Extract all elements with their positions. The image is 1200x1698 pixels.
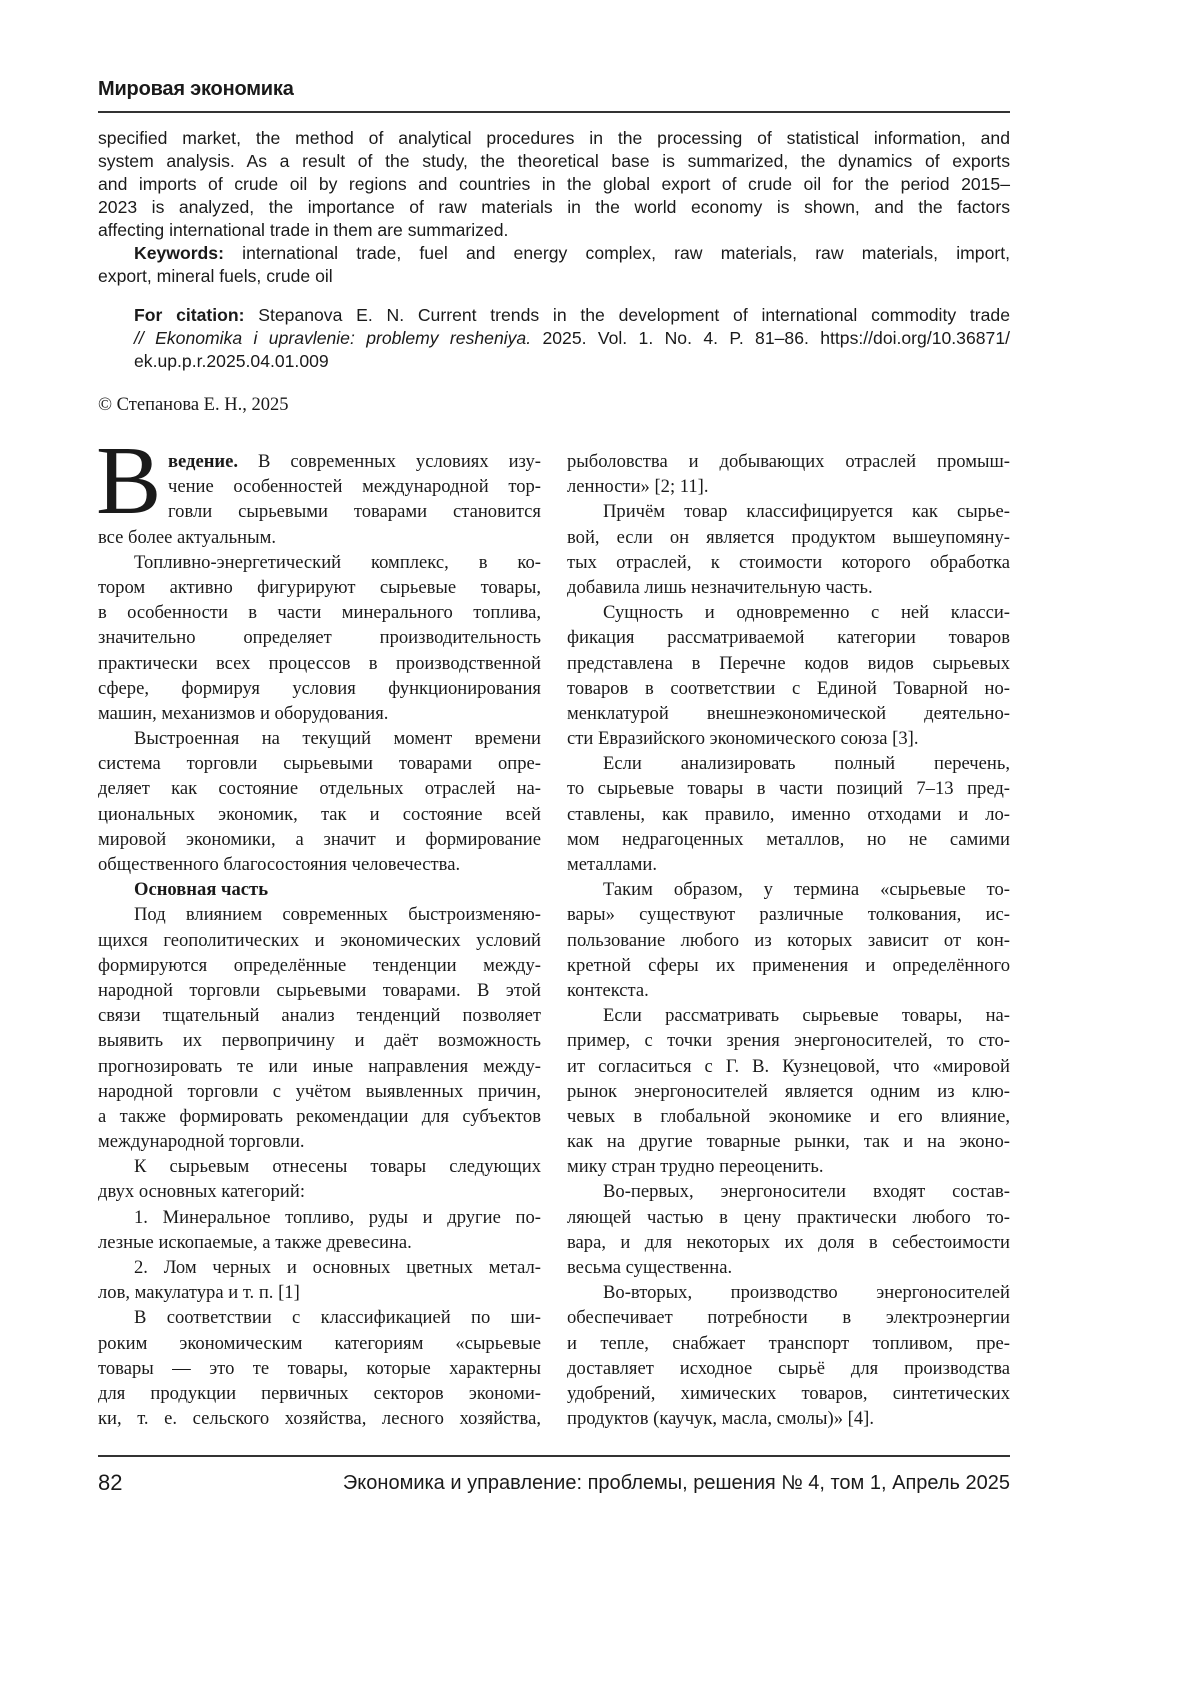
text-line: вары» существуют различные толкования, ис- bbox=[567, 904, 1010, 926]
text-line: весьма существенна. bbox=[567, 1257, 733, 1278]
text-line bbox=[98, 449, 541, 474]
text-line: формируются определённые тенденции между- bbox=[98, 954, 541, 976]
text-line: мировой экономики, а значит и формирование bbox=[98, 828, 541, 850]
text-line: то сырьевые товары в части позиций 7–13 пред- bbox=[567, 778, 1010, 800]
text-line: обеспечивает потребности в электроэнергии bbox=[567, 1307, 1010, 1329]
text-line: говли сырьевыми товарами становится bbox=[168, 501, 541, 523]
text-line: циональных экономик, так и состояние всей bbox=[98, 803, 541, 825]
text-line: добавила лишь незначительную часть. bbox=[567, 576, 873, 598]
doi-link[interactable]: 2025. Vol. 1. No. 4. P. 81–86. https://doi.org/10.36871/ bbox=[531, 328, 1010, 348]
text-line: все более актуальным. bbox=[98, 526, 277, 548]
text-line: значительно определяет производительность bbox=[98, 627, 541, 649]
column-right bbox=[567, 449, 1010, 1431]
text-line: Топливно-энергетический комплекс, в ко- bbox=[134, 551, 541, 573]
text-line: международной торговли. bbox=[98, 1131, 305, 1153]
text-line: народной торговли сырьевыми товарами. В этой bbox=[98, 979, 541, 1001]
text-line: металлами. bbox=[567, 854, 657, 875]
copyright: © Степанова Е. Н., 2025 bbox=[98, 395, 289, 415]
text-line: выявить их первопричину и даёт возможность bbox=[98, 1030, 541, 1052]
journal-footer: Экономика и управление: проблемы, решения № 4, том 1, Апрель 2025 bbox=[342, 1472, 1010, 1494]
abstract-line: and imports of crude oil by regions and countries in the global export of crude oil for the period 2015– bbox=[98, 174, 1010, 194]
text-line: рыболовства и добывающих отраслей промыш- bbox=[567, 451, 1010, 472]
text-line: мику стран трудно переоценить. bbox=[567, 1156, 824, 1178]
abstract-line: specified market, the method of analytical procedures in the processing of statistical information, and bbox=[98, 128, 1010, 148]
text-line: ки, т. е. сельского хозяйства, лесного хозяйства, bbox=[98, 1408, 541, 1430]
text-line: сфере, формируя условия функционирования bbox=[98, 677, 541, 699]
text-line: менклатурой внешнеэкономической деятельно- bbox=[567, 702, 1010, 724]
text-line: пример, с точки зрения энергоносителей, то сто- bbox=[567, 1030, 1010, 1052]
section-title: Мировая экономика bbox=[98, 78, 294, 100]
text-line: товаров в соответствии с Единой Товарной но- bbox=[567, 677, 1010, 699]
text-line: и тепле, снабжает транспорт топливом, пре- bbox=[567, 1332, 1010, 1354]
text-line: К сырьевым отнесены товары следующих bbox=[134, 1156, 541, 1178]
text-line: вой, если он является продуктом вышеупомяну- bbox=[567, 526, 1010, 548]
drop-cap: В bbox=[96, 427, 162, 535]
text-line: Выстроенная на текущий момент времени bbox=[134, 728, 541, 750]
keywords-text: international trade, fuel and energy complex, raw materials, raw materials, import, bbox=[223, 243, 1010, 263]
text-line: лов, макулатура и т. п. [1] bbox=[98, 1282, 300, 1304]
text-line: система торговли сырьевыми товарами опре- bbox=[98, 753, 541, 775]
text-line: 1. Минеральное топливо, руды и другие по- bbox=[134, 1206, 541, 1228]
text-line: пользование любого из которых зависит от кон- bbox=[567, 929, 1010, 951]
text-line: Таким образом, у термина «сырьевые то- bbox=[603, 879, 1010, 901]
text-line: ленности» [2; 11]. bbox=[567, 476, 709, 498]
text-line: 2. Лом черных и основных цветных метал- bbox=[134, 1257, 541, 1278]
text-line: машин, механизмов и оборудования. bbox=[98, 702, 389, 724]
text-line: щихся геополитических и экономических условий bbox=[98, 929, 541, 951]
text-line: чевых в глобальной экономике и его влияние, bbox=[567, 1105, 1010, 1127]
text-line: вара, и для некоторых их доля в себестоимости bbox=[567, 1231, 1010, 1253]
citation-label: For citation: bbox=[134, 305, 245, 325]
text-line: народной торговли с учётом выявленных причин, bbox=[98, 1080, 541, 1102]
intro-bold: ведение. bbox=[168, 451, 239, 472]
footer-rule bbox=[98, 1455, 1010, 1457]
text-line: лезные ископаемые, а также древесина. bbox=[98, 1231, 412, 1253]
column-left bbox=[98, 449, 541, 1431]
text-line: сти Евразийского экономического союза [3]. bbox=[567, 728, 919, 750]
text-line: товары — это те товары, которые характерны bbox=[98, 1357, 541, 1379]
abstract-line: 2023 is analyzed, the importance of raw materials in the world economy is shown, and the factors bbox=[98, 197, 1010, 217]
text-line: ит согласиться с Г. В. Кузнецовой, что «мировой bbox=[567, 1055, 1010, 1077]
text-line: чение особенностей международной тор- bbox=[168, 476, 541, 498]
citation-line bbox=[98, 304, 1010, 327]
text-line: как на другие товарные рынки, так и на эконо- bbox=[567, 1131, 1010, 1153]
text-line: прогнозировать те или иные направления между- bbox=[98, 1055, 541, 1077]
text-line: Если анализировать полный перечень, bbox=[603, 753, 1010, 775]
abstract-line: affecting international trade in them are summarized. bbox=[98, 220, 509, 240]
text-line: Если рассматривать сырьевые товары, на- bbox=[603, 1005, 1010, 1027]
abstract bbox=[98, 127, 1010, 288]
text-line: кретной сферы их применения и определённого bbox=[567, 954, 1010, 976]
text-line: деляет как состояние отдельных отраслей на- bbox=[98, 778, 541, 800]
abstract-line: system analysis. As a result of the study, the theoretical base is summarized, the dynamics of exports bbox=[98, 151, 1010, 171]
keywords-label: Keywords: bbox=[134, 243, 224, 263]
text-line: роким экономическим категориям «сырьевые bbox=[98, 1332, 541, 1354]
text-line: мом недрагоценных металлов, но не самими bbox=[567, 828, 1010, 850]
keywords-line: export, mineral fuels, crude oil bbox=[98, 266, 333, 286]
text-line: практически всех процессов в производственной bbox=[98, 652, 541, 674]
text-line: Сущность и одновременно с ней класси- bbox=[603, 602, 1010, 624]
text-line: для продукции первичных секторов экономи- bbox=[98, 1382, 541, 1404]
text-line: двух основных категорий: bbox=[98, 1181, 306, 1203]
text-line: ляющей частью в цену практически любого то- bbox=[567, 1206, 1010, 1228]
text-line: связи тщательный анализ тенденций позволяет bbox=[98, 1005, 541, 1027]
intro-text: В современных условиях изу- bbox=[238, 451, 541, 472]
text-line: доставляет исходное сырьё для производства bbox=[567, 1357, 1010, 1379]
text-line: тых отраслей, к стоимости которого обработка bbox=[567, 551, 1010, 573]
text-line: продуктов (каучук, масла, смолы)» [4]. bbox=[567, 1408, 874, 1430]
text-line: Под влиянием современных быстроизменяю- bbox=[134, 904, 541, 926]
page-number: 82 bbox=[98, 1470, 123, 1495]
text-line: удобрений, химических товаров, синтетических bbox=[567, 1382, 1010, 1404]
journal-name: // Ekonomika i upravlenie: problemy resheniya. bbox=[134, 328, 532, 348]
citation-text: Stepanova E. N. Current trends in the development of international commodity trade bbox=[244, 305, 1010, 325]
text-line: фикация рассматриваемой категории товаров bbox=[567, 627, 1010, 649]
text-line: а также формировать рекомендации для субъектов bbox=[98, 1105, 541, 1127]
text-line: тором активно фигурируют сырьевые товары, bbox=[98, 576, 541, 598]
text-line: Во-вторых, производство энергоносителей bbox=[603, 1282, 1010, 1304]
text-line: Причём товар классифицируется как сырье- bbox=[603, 501, 1010, 523]
section-heading: Основная часть bbox=[134, 879, 269, 901]
text-line: представлена в Перечне кодов видов сырьевых bbox=[567, 652, 1010, 674]
text-line: контекста. bbox=[567, 979, 649, 1001]
text-line: в особенности в части минерального топлива, bbox=[98, 602, 541, 624]
citation bbox=[98, 304, 1010, 373]
citation-line bbox=[98, 327, 1010, 350]
header-rule bbox=[98, 111, 1010, 113]
text-line: рынок энергоносителей является одним из клю- bbox=[567, 1080, 1010, 1102]
keywords-line bbox=[98, 242, 1010, 265]
text-line: В соответствии с классификацией по ши- bbox=[134, 1307, 541, 1329]
text-line: ставлены, как правило, именно отходами и ло- bbox=[567, 803, 1010, 825]
text-line: общественного благосостояния человечества. bbox=[98, 854, 461, 875]
text-line: Во-первых, энергоносители входят состав- bbox=[603, 1181, 1010, 1203]
citation-doi[interactable]: ek.up.p.r.2025.04.01.009 bbox=[134, 351, 329, 371]
